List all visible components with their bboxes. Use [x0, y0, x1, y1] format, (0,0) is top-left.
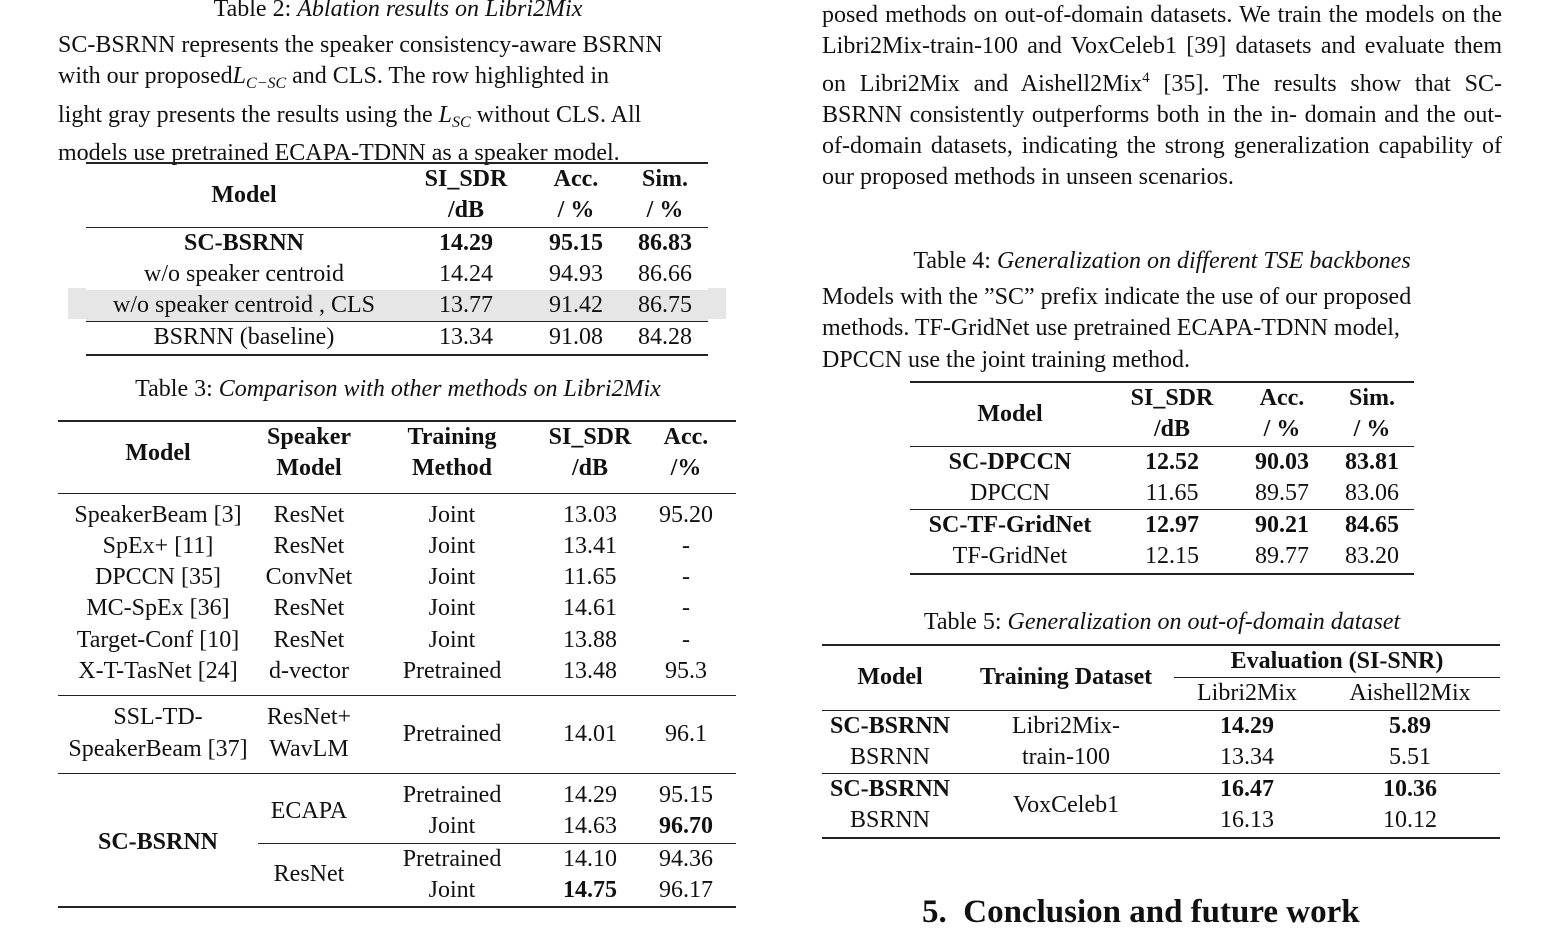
table2: Model SI_SDR Acc. Sim. /dB / % / % SC-BSRNN 14.29 95.15 86.83 w/o speaker centroid 14.24 94.93 86.66 w/o speaker centroid , CLS 13.77 91.42 86.75 BSRNN (baseline) 13.34 91.08 84.28: [86, 162, 708, 356]
table5-caption: Table 5: Generalization on out-of-domain dataset: [923, 609, 1401, 635]
table2-header-row: Model SI_SDR Acc. Sim.: [86, 163, 708, 195]
loss-sc-math: $L_{SC}$: [438, 101, 471, 131]
table-row: SC-BSRNN 14.29 95.15 86.83: [183, 229, 692, 256]
table-row: ResNet Pretrained 14.10 94.36: [58, 843, 736, 875]
table-row: TF-GridNet 12.15 89.77 83.20: [910, 541, 1414, 573]
loss-cs-math: $L_{C-SC}$: [232, 63, 287, 93]
table-row: SC-BSRNN ECAPA Pretrained 14.29 95.15: [97, 781, 713, 856]
table-row: MC-SpEx [36] ResNet Joint 14.61 -: [86, 595, 690, 622]
table-row: SC-DPCCN 12.52 90.03 83.81: [948, 448, 1399, 475]
table-row: DPCCN 11.65 89.57 83.06: [910, 478, 1414, 510]
table-row: BSRNN train-100 13.34 5.51: [822, 742, 1500, 774]
highlight-extension-left: [68, 288, 86, 319]
table-row: DPCCN [35] ConvNet Joint 11.65 -: [94, 564, 690, 591]
table-row: SC-TF-GridNet 12.97 90.21 84.65: [928, 512, 1399, 539]
table-row: SpeakerBeam [3] ResNet Joint 13.03 95.20: [74, 501, 713, 528]
table-row: w/o speaker centroid 14.24 94.93 86.66: [144, 260, 692, 287]
table-row: Target-Conf [10] ResNet Joint 13.88 -: [76, 626, 690, 653]
table3-caption: Table 3: Comparison with other methods on Libri2Mix: [135, 376, 661, 402]
table4-description: Models with the ”SC” prefix indicate the use of our proposed methods. TF-GridNet use pretrained ECAPA-TDNN model, DPCCN use the joint training method.: [822, 284, 1412, 373]
table-row: X-T-TasNet [24] d-vector Pretrained 13.48 95.3: [58, 656, 736, 696]
table-row: BSRNN (baseline) 13.34 91.08 84.28: [86, 322, 708, 355]
table3: Model Speaker Training SI_SDR Acc. Model Method /dB /% SpeakerBeam [3] ResNet Joint 13.03 95.20 SpEx+ [11] ResNet Joint 13.41 - DPCCN [35] ConvNet Joint 11.65 - MC-SpEx [36] ResNet Joint 14.61 - Target-Conf [10] ResNet Joint 13.88 - X-T-TasNet [24] d-vector Pretrained 13.48 95.3 SSL-TD- ResNet+ Pretrained 14.01 96.1 SpeakerBeam [37] WavLM SC-BSRNN ECAPA Pretrained 14.29 95.15 Joint 14.63 96.70 ResNet Pretrained 14.10 94.36 Joint 14.75 96.17: [58, 420, 736, 910]
table-row: Joint 14.63 96.70: [58, 811, 736, 843]
table-row: SpEx+ [11] ResNet Joint 13.41 -: [102, 532, 690, 559]
table-row: SC-BSRNN VoxCeleb1 16.47 10.36: [829, 776, 1437, 818]
table-row: Joint 14.75 96.17: [428, 876, 713, 903]
table-row: SC-BSRNN Libri2Mix- 14.29 5.89: [829, 712, 1431, 739]
table4: Model SI_SDR Acc. Sim. /dB / % / % SC-DPCCN 12.52 90.03 83.81 DPCCN 11.65 89.57 83.06 SC-TF-GridNet 12.97 90.21 84.65 TF-GridNet 12.15 89.77 83.20: [910, 381, 1414, 575]
intro-paragraph: posed methods on out-of-domain datasets. We train the models on the Libri2Mix-train-100 and VoxCeleb1 [39] datasets and evaluate them on Libri2Mix and Aishell2Mix$^4$ [35]. The results show that SC-BSRNN consistently outperforms both in the in- domain and the out-of-domain datasets, indicating the strong generalization capability of our proposed methods in unseen scenarios.: [822, 2, 1503, 191]
table-row: SSL-TD- ResNet+ Pretrained 14.01 96.1: [113, 704, 707, 748]
table2-description: SC-BSRNN represents the speaker consistency-aware BSRNN with our proposedL$_{C-SC}$ and CLS. The row highlighted in light gray presents the results using the $L_{SC}$ without CLS. All models use pretrained ECAPA-TDNN as a speaker model.: [58, 32, 663, 166]
table-row-highlighted: w/o speaker centroid , CLS 13.77 91.42 86.75: [86, 290, 708, 322]
highlight-extension-right: [708, 288, 726, 319]
table4-caption: Table 4: Generalization on different TSE backbones: [913, 248, 1411, 274]
table-row: BSRNN 16.13 10.12: [822, 805, 1500, 837]
section-heading: 5. Conclusion and future work: [922, 894, 1360, 930]
table2-caption: Table 2: Ablation results on Libri2Mix: [213, 0, 583, 22]
table5: Model Training Dataset Evaluation (SI-SNR) Libri2Mix Aishell2Mix SC-BSRNN Libri2Mix- 14.29 5.89 BSRNN train-100 13.34 5.51 SC-BSRNN VoxCeleb1 16.47 10.36 BSRNN 16.13 10.12: [822, 644, 1500, 839]
